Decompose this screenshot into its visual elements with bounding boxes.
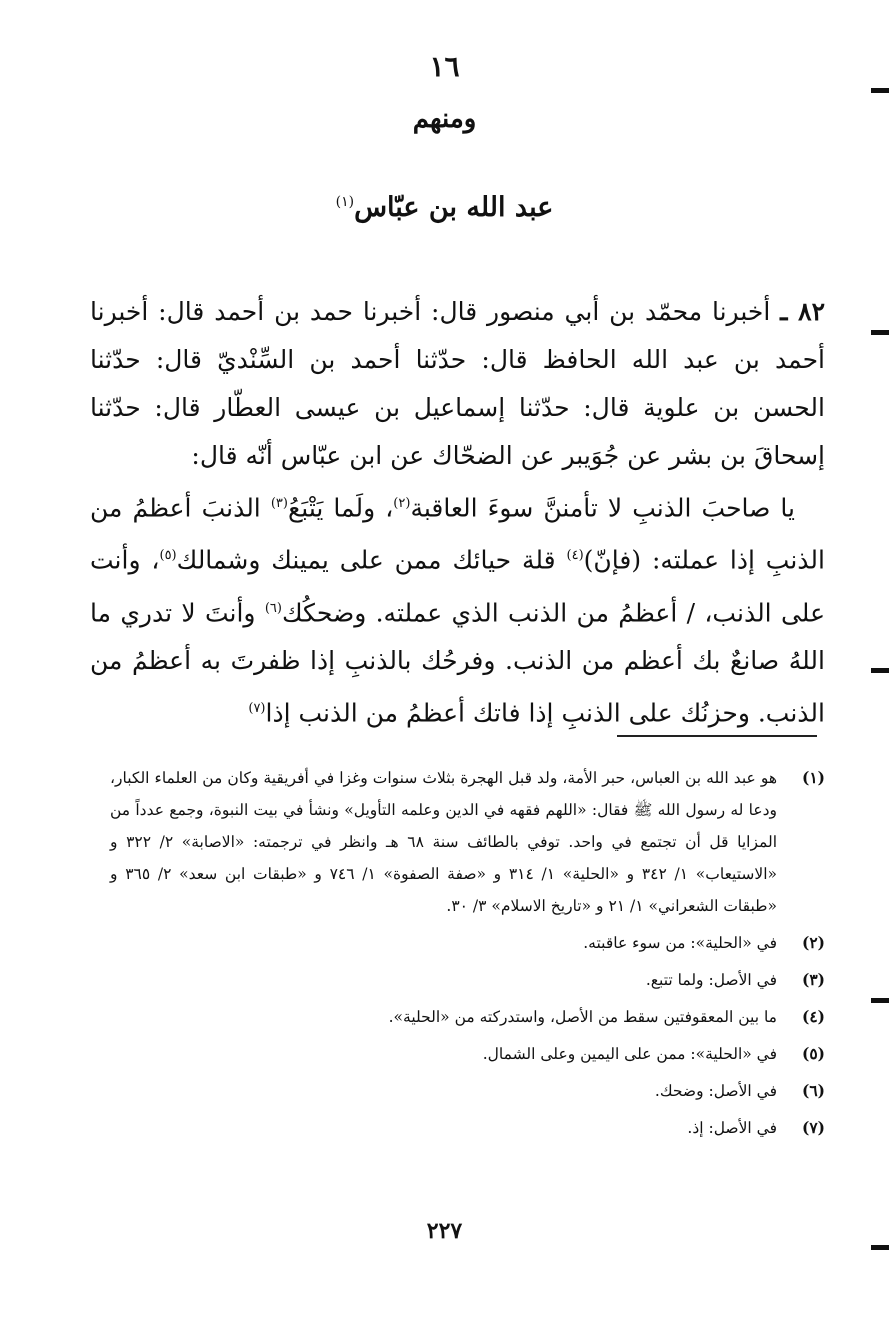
footnote-ref-7: (٧) (248, 700, 266, 716)
footnote-text: ما بين المعقوفتين سقط من الأصل، واستدركته من «الحلية». (388, 1008, 777, 1026)
quote-part-c: الذنبَ أعظمُ من الذنبِ إذا عملته: (فإنّ) (90, 493, 825, 575)
footnote-ref-5: (٥) (159, 548, 177, 564)
quote-part-a: يا صاحبَ الذنبِ لا تأمننَّ سوءَ العاقبة (410, 493, 796, 523)
footnote-mark: (٧) (801, 1118, 825, 1137)
quote-part-d: قلة حيائك ممن على يمينك وشمالك (176, 545, 567, 575)
page-number: ٢٢٧ (426, 1218, 463, 1244)
footnote-item (110, 762, 825, 922)
footnote-mark: (٤) (801, 1007, 825, 1026)
footnote-text: في الأصل: وضحك. (654, 1082, 777, 1100)
heading-title: عبد الله بن عبّاس (354, 192, 554, 223)
main-text (90, 288, 825, 737)
footnote-item (110, 1001, 825, 1033)
footnote-item (110, 1075, 825, 1107)
narration-chain (90, 288, 825, 480)
scan-edge-mark (871, 998, 889, 1003)
footnote-item (110, 964, 825, 996)
footnote-mark: (١) (801, 768, 825, 787)
scan-edge-mark (871, 88, 889, 93)
quote-paragraph (90, 480, 825, 737)
scan-edge-mark (871, 330, 889, 335)
footnote-item (110, 1112, 825, 1144)
narration-chain-text: أخبرنا محمّد بن أبي منصور قال: أخبرنا حمد بن أحمد قال: أخبرنا أحمد بن عبد الله الحافظ قال: حدّثنا أحمد بن السِّنْديّ قال: حدّثنا الحسن بن علوية قال: حدّثنا إسماعيل بن عيسى العطّار قال: حدّثنا إسحاقَ بن بشر عن جُوَيبر عن الضحّاك عن ابن عبّاس أنّه قال: (90, 297, 825, 470)
footnote-item (110, 927, 825, 959)
section-number: ١٦ (429, 50, 460, 83)
quote-part-b: ، ولَما يَتْبَعُ (287, 493, 394, 523)
quote-part-f: وأنتَ لا تدري ما اللهُ صانعٌ بك أعظم من الذنب. وفرحُك بالذنبِ إذا ظفرتَ به أعظمُ من الذنب. وحزنُك على الذنبِ إذا فاتك أعظمُ من الذنب إذا (90, 597, 825, 728)
footnote-mark: (٦) (801, 1081, 825, 1100)
footnote-text: في الأصل: ولما تتبع. (645, 971, 777, 989)
footnote-ref-4: (٤) (566, 548, 584, 564)
footnote-text: هو عبد الله بن العباس، حبر الأمة، ولد قبل الهجرة بثلاث سنوات وغزا في أفريقية وكان من العلماء الكبار، ودعا له رسول الله ﷺ فقال: «اللهم فقهه في الدين وعلمه التأويل» ونشأ في بيت النبوة، وجمع عدداً من المزايا قل أن تجتمع في واحد. توفي بالطائف سنة ٦٨ هـ وانظر في ترجمته: «الاصابة» ٢/ ٣٢٢ و «الاستيعاب» ١/ ٣٤٢ و «الحلية» ١/ ٣١٤ و «صفة الصفوة» ١/ ٧٤٦ و «طبقات ابن سعد» ٢/ ٣٦٥ و «طبقات الشعراني» ١/ ٢١ و «تاريخ الاسلام» ٣/ ٣٠. (110, 769, 778, 915)
footnote-text: في الأصل: إذ. (687, 1119, 777, 1137)
footnote-text: في «الحلية»: من سوء عاقبته. (583, 934, 777, 952)
scan-edge-mark (871, 668, 889, 673)
footnote-ref-2: (٢) (393, 496, 411, 511)
footnote-mark: (٣) (801, 970, 825, 989)
footnote-ref-3: (٣) (270, 496, 288, 511)
footnote-text: في «الحلية»: ممن على اليمين وعلى الشمال. (482, 1045, 777, 1063)
heading-footnote-ref: (١) (335, 194, 355, 210)
footnote-mark: (٢) (801, 933, 825, 952)
footnote-mark: (٥) (801, 1044, 825, 1063)
item-number: ٨٢ ـ (780, 297, 825, 326)
footnote-ref-6: (٦) (264, 600, 282, 616)
footnote-divider (617, 735, 817, 737)
footnote-item (110, 1038, 825, 1070)
footnotes (110, 762, 825, 1149)
section-title: ومنهم (412, 104, 477, 134)
scan-edge-mark (871, 1245, 889, 1250)
biography-heading (0, 192, 889, 223)
quote-part-e: ، وأنت على الذنب، / أعظمُ من الذنب الذي عملته. وضحكُك (90, 545, 825, 627)
